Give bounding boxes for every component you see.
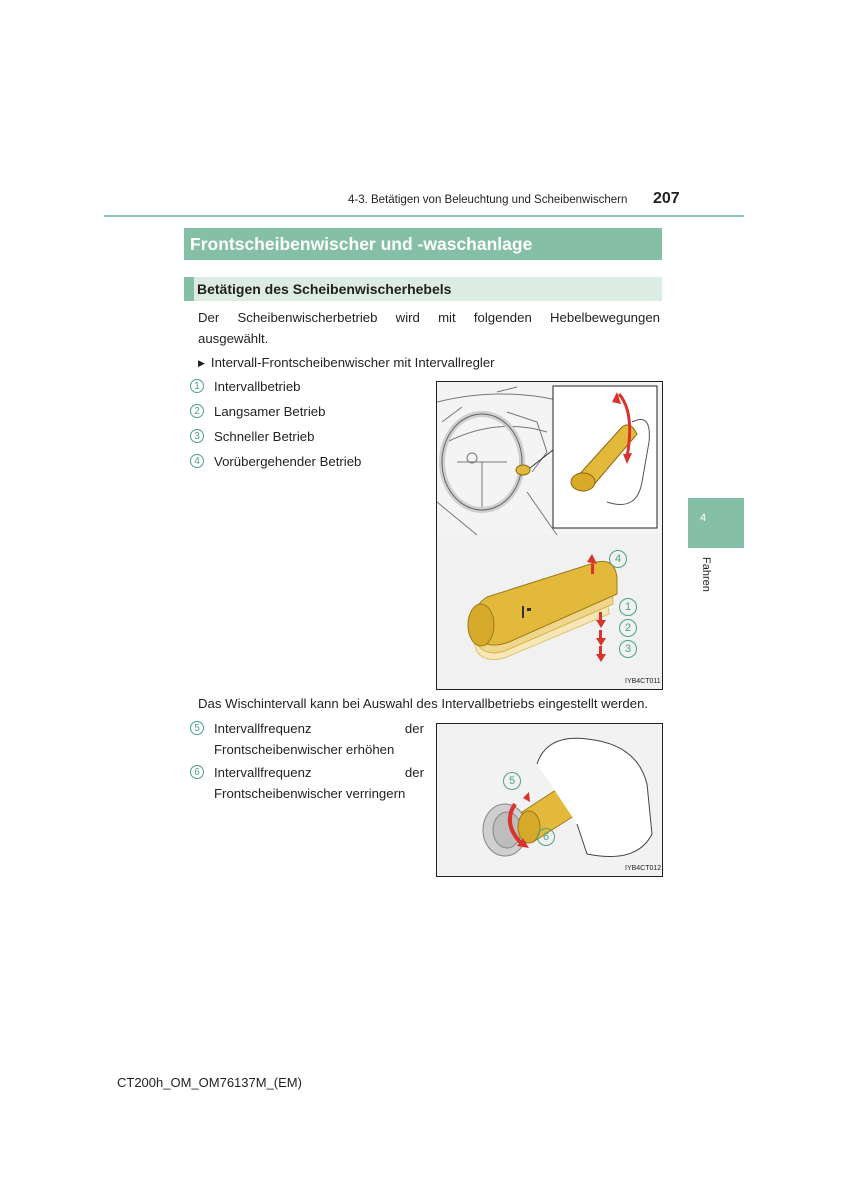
callout-1: 1 xyxy=(619,598,637,616)
section-title: Frontscheibenwischer und -waschanlage xyxy=(184,228,662,260)
callout-4: 4 xyxy=(609,550,627,568)
bullet-item xyxy=(198,352,495,374)
callout-2: 2 xyxy=(619,619,637,637)
list-item-text: Intervallfrequenz der Frontscheibenwischer erhöhen xyxy=(214,721,424,757)
number-circle-icon: 5 xyxy=(190,721,204,735)
chapter-tab-label: Fahren xyxy=(700,557,712,592)
interval-note: Das Wischintervall kann bei Auswahl des Intervallbetriebs eingestellt werden. xyxy=(198,696,649,711)
number-circle-icon: 1 xyxy=(190,379,204,393)
bullet-text: Intervall-Frontscheibenwischer mit Intervallregler xyxy=(210,355,495,370)
list-item-text: Schneller Betrieb xyxy=(214,429,315,444)
callout-5: 5 xyxy=(503,772,521,790)
header-rule xyxy=(104,215,744,217)
number-circle-icon: 4 xyxy=(190,454,204,468)
chapter-tab xyxy=(688,498,744,548)
list-item-text: Intervallfrequenz der Frontscheibenwischer verringern xyxy=(214,765,424,801)
intro-paragraph: Der Scheibenwischerbetrieb wird mit folgenden Hebelbewegungen ausgewählt. xyxy=(198,310,660,346)
callout-6: 6 xyxy=(537,828,555,846)
list-item-text: Intervallbetrieb xyxy=(214,379,301,394)
number-circle-icon: 3 xyxy=(190,429,204,443)
bullet-triangle-icon: ▶ xyxy=(198,358,205,368)
callout-3: 3 xyxy=(619,640,637,658)
interval-dial-figure xyxy=(436,723,663,877)
page-number: 207 xyxy=(653,190,680,207)
figure-code: IYB4CT012 xyxy=(625,865,662,872)
number-circle-icon: 6 xyxy=(190,765,204,779)
chapter-tab-number: 4 xyxy=(700,512,707,524)
footer-doc-code: CT200h_OM_OM76137M_(EM) xyxy=(117,1075,302,1090)
subsection-title: Betätigen des Scheibenwischerhebels xyxy=(184,277,662,301)
number-circle-icon: 2 xyxy=(190,404,204,418)
list-item-text: Vorübergehender Betrieb xyxy=(214,454,362,469)
wiper-lever-figure xyxy=(436,381,663,690)
figure-code: IYB4CT011 xyxy=(625,678,661,685)
running-header: 4-3. Betätigen von Beleuchtung und Scheibenwischern xyxy=(348,194,628,206)
interval-dial-illustration xyxy=(437,724,662,876)
list-item-text: Langsamer Betrieb xyxy=(214,404,326,419)
